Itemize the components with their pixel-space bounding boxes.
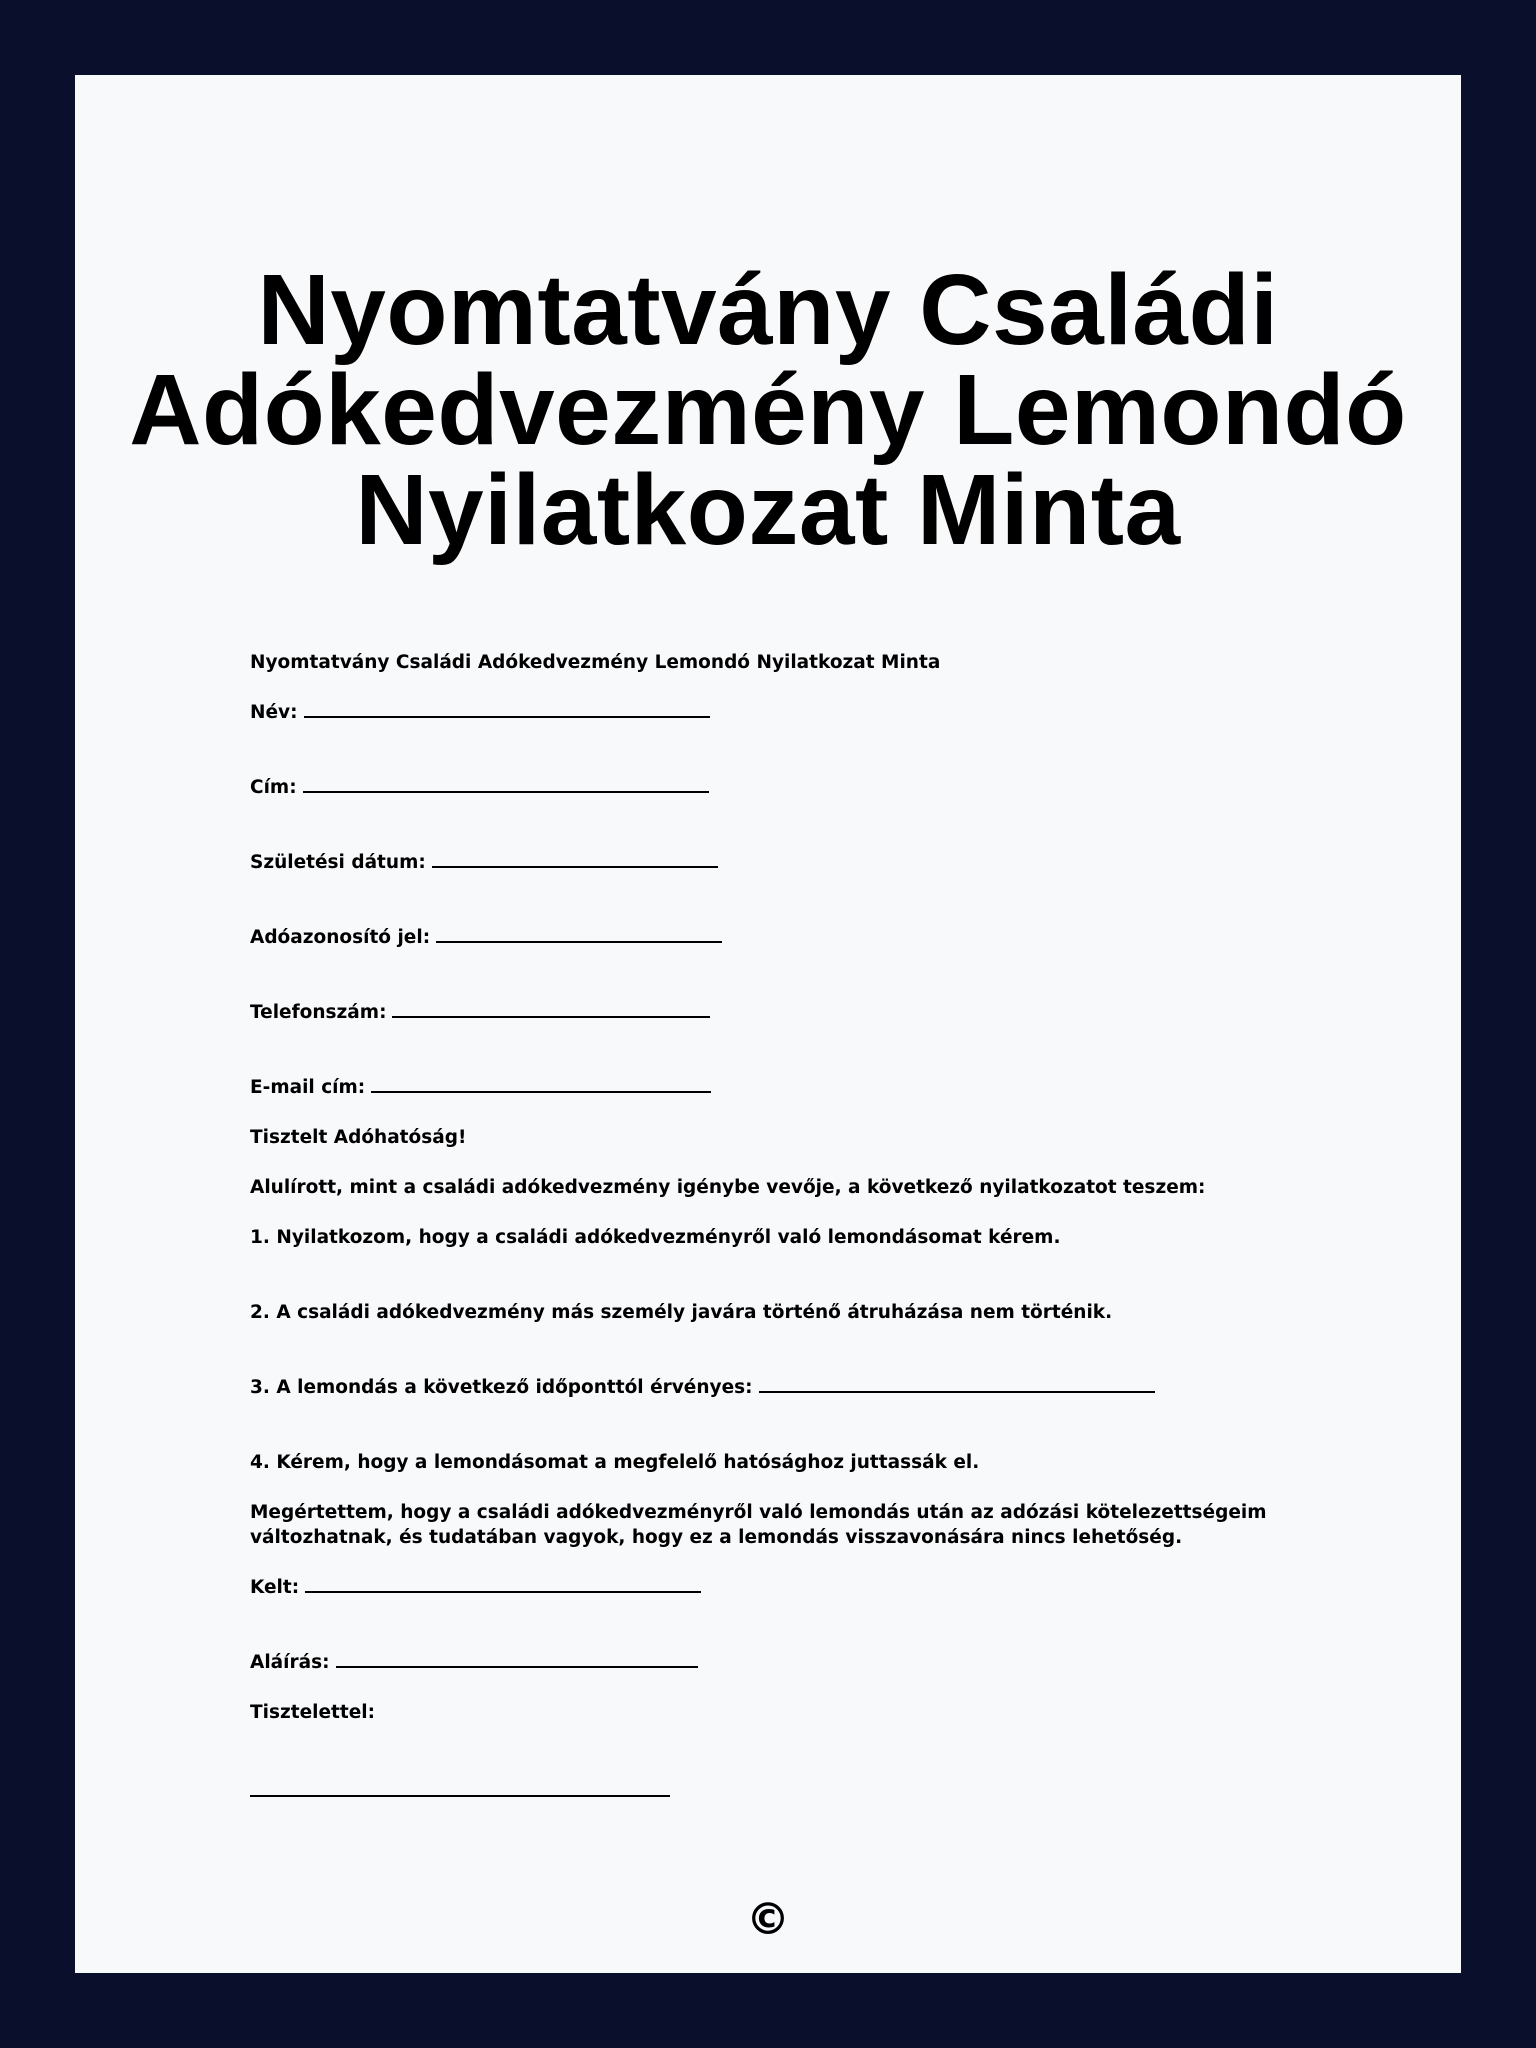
date-blank[interactable] xyxy=(305,1575,701,1593)
email-field xyxy=(250,1075,711,1100)
item-2 xyxy=(250,1300,1112,1325)
signature-field xyxy=(250,1650,698,1675)
tax-id-blank[interactable] xyxy=(436,925,722,943)
signature-label: Aláírás: xyxy=(250,1652,330,1673)
email-blank[interactable] xyxy=(371,1075,711,1093)
closing xyxy=(250,1700,375,1725)
phone-field xyxy=(250,1000,710,1025)
item-2-text: 2. A családi adókedvezmény más személy javára történő átruházása nem történik. xyxy=(250,1302,1113,1323)
item-4 xyxy=(250,1450,979,1475)
address-field xyxy=(250,775,709,800)
name-label: Név: xyxy=(250,702,298,723)
address-blank[interactable] xyxy=(303,775,709,793)
salutation-text: Tisztelt Adóhatóság! xyxy=(250,1127,467,1148)
date-field xyxy=(250,1575,701,1600)
item-3 xyxy=(250,1375,1155,1400)
item-4-text: 4. Kérem, hogy a lemondásomat a megfelelő hatósághoz juttassák el. xyxy=(250,1452,980,1473)
signature-name-line[interactable] xyxy=(250,1795,670,1797)
item-3-text: 3. A lemondás a következő időponttól érvényes: xyxy=(250,1377,753,1398)
title-line-2: Adókedvezmény Lemondó xyxy=(129,354,1407,466)
signature-blank[interactable] xyxy=(336,1650,698,1668)
birth-date-blank[interactable] xyxy=(432,850,718,868)
phone-blank[interactable] xyxy=(392,1000,710,1018)
email-label: E-mail cím: xyxy=(250,1077,366,1098)
effective-date-blank[interactable] xyxy=(759,1375,1155,1393)
statement-line-1 xyxy=(250,1500,1266,1525)
document-page xyxy=(75,75,1461,1973)
salutation xyxy=(250,1125,466,1150)
statement-line-1-text: Megértettem, hogy a családi adókedvezményről való lemondás után az adózási kötelezettségeim xyxy=(250,1502,1267,1523)
intro-text-content: Alulírott, mint a családi adókedvezmény igénybe vevője, a következő nyilatkozatot teszem: xyxy=(250,1177,1206,1198)
birth-date-label: Születési dátum: xyxy=(250,852,426,873)
intro-text xyxy=(250,1175,1205,1200)
birth-date-field xyxy=(250,850,718,875)
statement-line-2 xyxy=(250,1525,1182,1550)
tax-id-field xyxy=(250,925,722,950)
date-label: Kelt: xyxy=(250,1577,300,1598)
name-field xyxy=(250,700,710,725)
title-line-1: Nyomtatvány Családi xyxy=(257,254,1279,366)
item-1 xyxy=(250,1225,1060,1250)
document-title xyxy=(75,254,1461,566)
copyright-icon: © xyxy=(746,1894,790,1945)
name-blank[interactable] xyxy=(304,700,710,718)
form-subtitle xyxy=(250,650,940,675)
statement-line-2-text: változhatnak, és tudatában vagyok, hogy ez a lemondás visszavonására nincs lehetőség. xyxy=(250,1527,1183,1548)
tax-id-label: Adóazonosító jel: xyxy=(250,927,431,948)
title-line-3: Nyilatkozat Minta xyxy=(355,454,1181,566)
form-subtitle-text: Nyomtatvány Családi Adókedvezmény Lemondó Nyilatkozat Minta xyxy=(250,652,941,673)
phone-label: Telefonszám: xyxy=(250,1002,387,1023)
address-label: Cím: xyxy=(250,777,297,798)
item-1-text: 1. Nyilatkozom, hogy a családi adókedvezményről való lemondásomat kérem. xyxy=(250,1227,1061,1248)
closing-text: Tisztelettel: xyxy=(250,1702,375,1723)
